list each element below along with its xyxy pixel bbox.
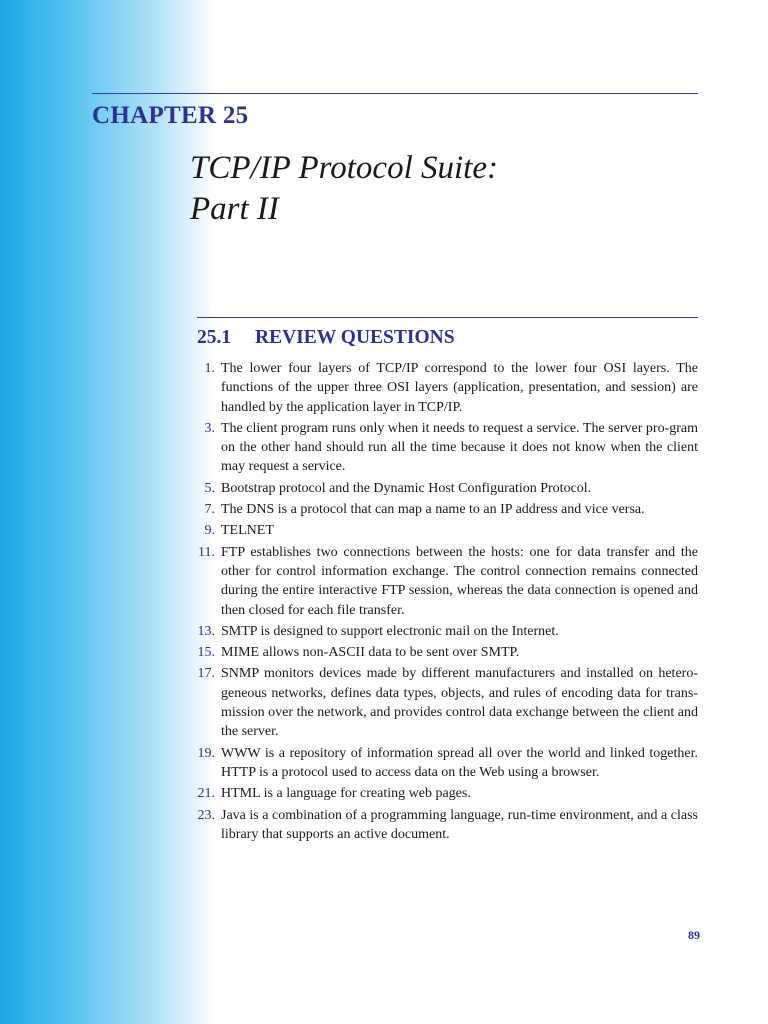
item-text: FTP establishes two connections between the hosts: one for data transfer and the other for control information exchange. The control connection remains connected during the entire interactive FTP session, whereas the data connection is opened and then closed for each file transfer. xyxy=(221,544,698,618)
item-text: The lower four layers of TCP/IP correspond to the lower four OSI layers. The functions of the upper three OSI layers (application, presentation, and session) are handled by the application layer in TCP/IP. xyxy=(221,361,698,415)
decorative-side-band xyxy=(0,0,215,1024)
item-text: The client program runs only when it needs to request a service. The server pro-gram on the other hand should run all the time because it does not know when the client may request a service. xyxy=(221,420,698,475)
item-number: 7. xyxy=(204,502,215,518)
item-number: 21. xyxy=(197,786,215,802)
item-text: TELNET xyxy=(221,523,274,539)
chapter-label: CHAPTER 25 xyxy=(92,102,249,129)
list-item xyxy=(185,479,698,498)
section-rule xyxy=(197,317,698,318)
item-text: The DNS is a protocol that can map a name to an IP address and vice versa. xyxy=(221,502,645,518)
chapter-rule xyxy=(92,93,698,94)
item-number: 19. xyxy=(197,745,215,761)
item-text: HTML is a language for creating web pages. xyxy=(221,786,471,802)
list-item xyxy=(185,784,698,803)
item-text: WWW is a repository of information spread all over the world and linked together. HTTP is a protocol used to access data on the Web using a browser. xyxy=(221,745,698,780)
item-text: SNMP monitors devices made by different manufacturers and installed on hetero-geneous networks, defines data types, objects, and rules of encoding data for trans-mission over the network, and provides control data exchange between the client and the server. xyxy=(221,666,698,740)
item-number: 15. xyxy=(197,645,215,661)
list-item xyxy=(185,643,698,662)
list-item xyxy=(185,664,698,741)
item-number: 5. xyxy=(204,480,215,496)
item-number: 17. xyxy=(197,666,215,682)
list-item xyxy=(185,359,698,417)
item-number: 23. xyxy=(197,807,215,823)
item-text: MIME allows non-ASCII data to be sent over SMTP. xyxy=(221,645,520,661)
chapter-title xyxy=(190,148,498,230)
list-item xyxy=(185,806,698,845)
chapter-title-line-1: TCP/IP Protocol Suite: xyxy=(190,150,498,186)
list-item xyxy=(185,543,698,620)
page-number: 89 xyxy=(688,928,700,942)
item-number: 9. xyxy=(204,523,215,539)
item-number: 11. xyxy=(198,544,215,560)
item-text: Java is a combination of a programming language, run-time environment, and a class library that supports an active document. xyxy=(221,807,698,842)
section-title: REVIEW QUESTIONS xyxy=(255,327,455,348)
chapter-title-line-2: Part II xyxy=(190,191,279,227)
item-number: 1. xyxy=(204,361,215,376)
list-item xyxy=(185,419,698,477)
item-text: Bootstrap protocol and the Dynamic Host Configuration Protocol. xyxy=(221,480,592,496)
item-text: SMTP is designed to support electronic mail on the Internet. xyxy=(221,623,559,639)
list-item xyxy=(185,622,698,641)
item-number: 3. xyxy=(204,420,215,436)
list-item xyxy=(185,744,698,783)
section-heading xyxy=(197,327,455,349)
review-questions-list xyxy=(185,359,698,846)
list-item xyxy=(185,500,698,519)
list-item xyxy=(185,521,698,540)
item-number: 13. xyxy=(197,623,215,639)
section-number: 25.1 xyxy=(197,327,232,348)
